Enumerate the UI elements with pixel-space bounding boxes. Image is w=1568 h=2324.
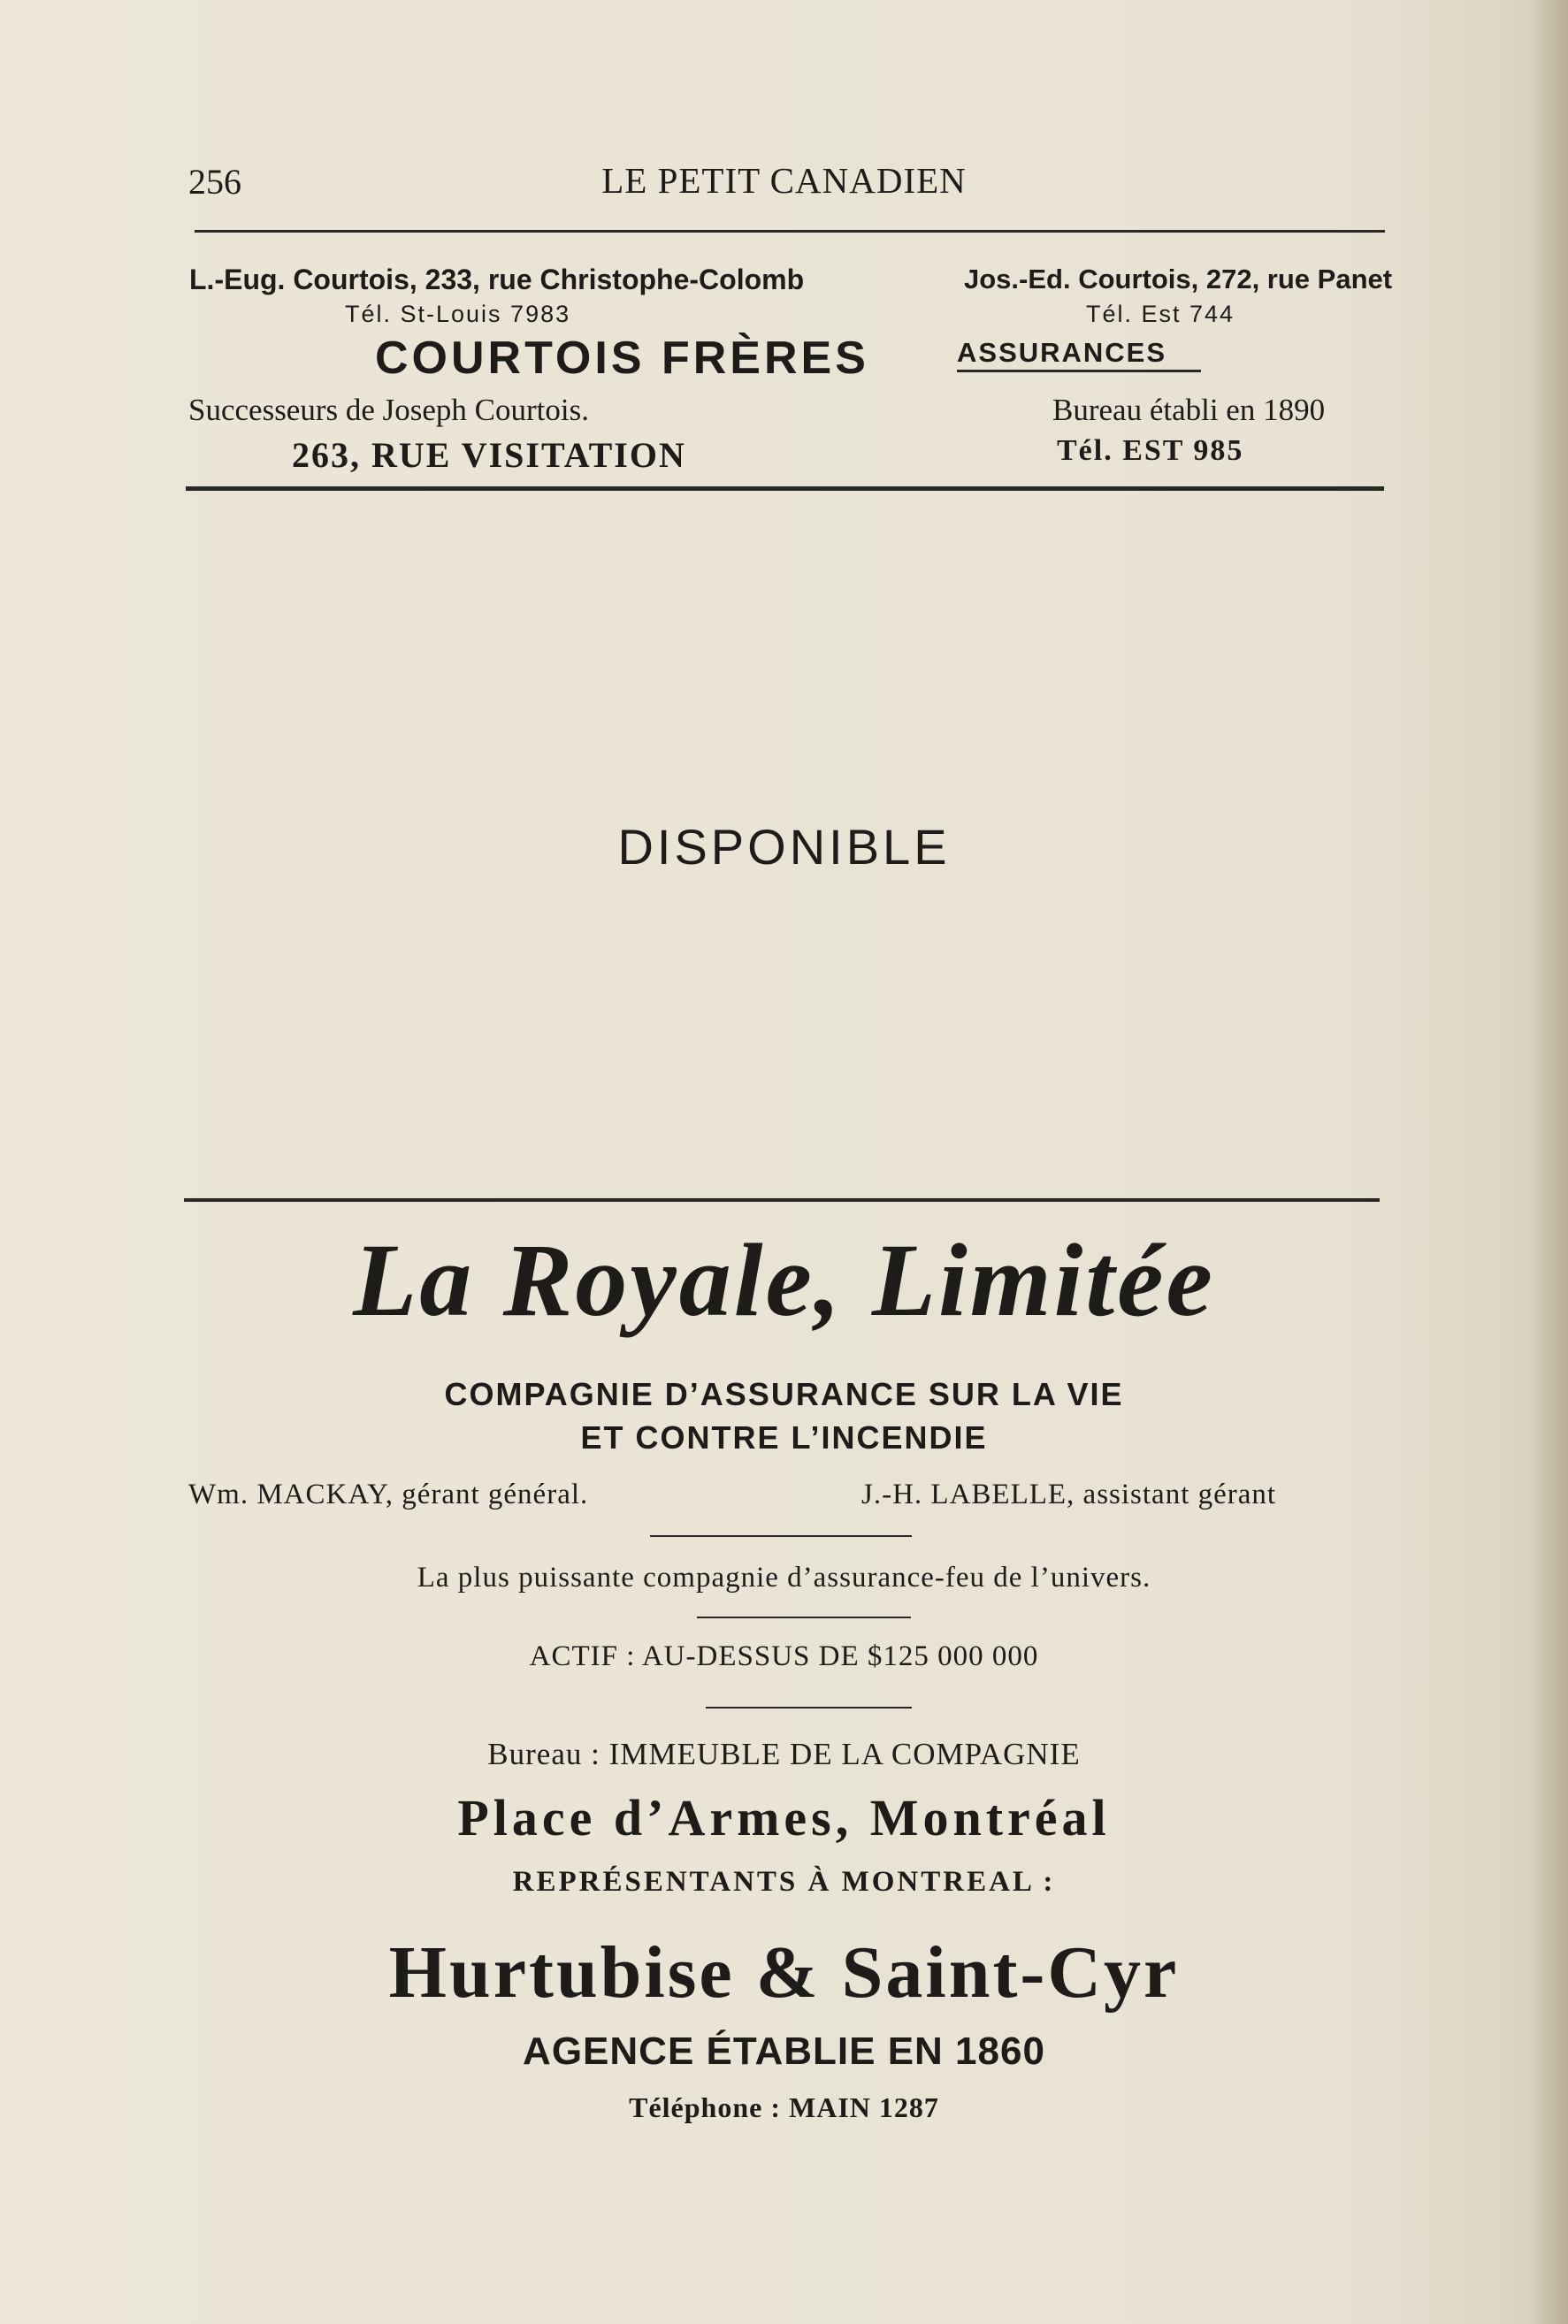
tagline-line-2: ET CONTRE L’INCENDIE xyxy=(580,1419,988,1456)
office-line: Bureau : IMMEUBLE DE LA COMPAGNIE xyxy=(487,1737,1081,1771)
representatives-label: REPRÉSENTANTS À MONTREAL : xyxy=(512,1866,1056,1898)
assistant-manager: J.-H. LABELLE, assistant gérant xyxy=(861,1479,1277,1510)
slogan: La plus puissante compagnie d’assurance-feu de l’univers. xyxy=(417,1562,1151,1594)
agency-established: AGENCE ÉTABLIE EN 1860 xyxy=(523,2030,1045,2073)
company-name: COURTOIS FRÈRES xyxy=(375,333,869,384)
left-contact: L.-Eug. Courtois, 233, rue Christophe-Colomb xyxy=(189,264,805,295)
office-telephone: Tél. EST 985 xyxy=(1057,434,1244,467)
established-text: Bureau établi en 1890 xyxy=(1052,393,1326,427)
running-title: LE PETIT CANADIEN xyxy=(601,160,967,201)
agency-telephone: Téléphone : MAIN 1287 xyxy=(629,2091,939,2123)
office-address: 263, RUE VISITATION xyxy=(292,435,686,475)
section-rule-bottom xyxy=(184,1198,1380,1202)
left-telephone: Tél. St-Louis 7983 xyxy=(345,301,571,327)
general-manager: Wm. MACKAY, gérant général. xyxy=(188,1479,589,1510)
business-underline xyxy=(957,370,1201,372)
section-rule-top xyxy=(186,486,1384,491)
business-type: ASSURANCES xyxy=(957,337,1167,368)
divider-3 xyxy=(706,1707,912,1709)
page-number: 256 xyxy=(188,162,241,202)
company-name-blackletter: La Royale, Limitée xyxy=(353,1222,1215,1338)
tagline-line-1: COMPAGNIE D’ASSURANCE SUR LA VIE xyxy=(444,1376,1124,1412)
representatives-name: Hurtubise & Saint-Cyr xyxy=(388,1931,1180,2014)
divider-2 xyxy=(697,1617,911,1618)
available-space-label: DISPONIBLE xyxy=(617,819,951,875)
header-rule xyxy=(195,230,1385,233)
right-telephone: Tél. Est 744 xyxy=(1086,301,1235,327)
divider-1 xyxy=(650,1535,912,1537)
company-tagline xyxy=(0,1372,1568,1459)
office-location: Place d’Armes, Montréal xyxy=(457,1789,1111,1846)
right-contact: Jos.-Ed. Courtois, 272, rue Panet xyxy=(964,264,1393,294)
assets-line: ACTIF : AU-DESSUS DE $125 000 000 xyxy=(529,1640,1039,1672)
successor-text: Successeurs de Joseph Courtois. xyxy=(188,393,590,427)
